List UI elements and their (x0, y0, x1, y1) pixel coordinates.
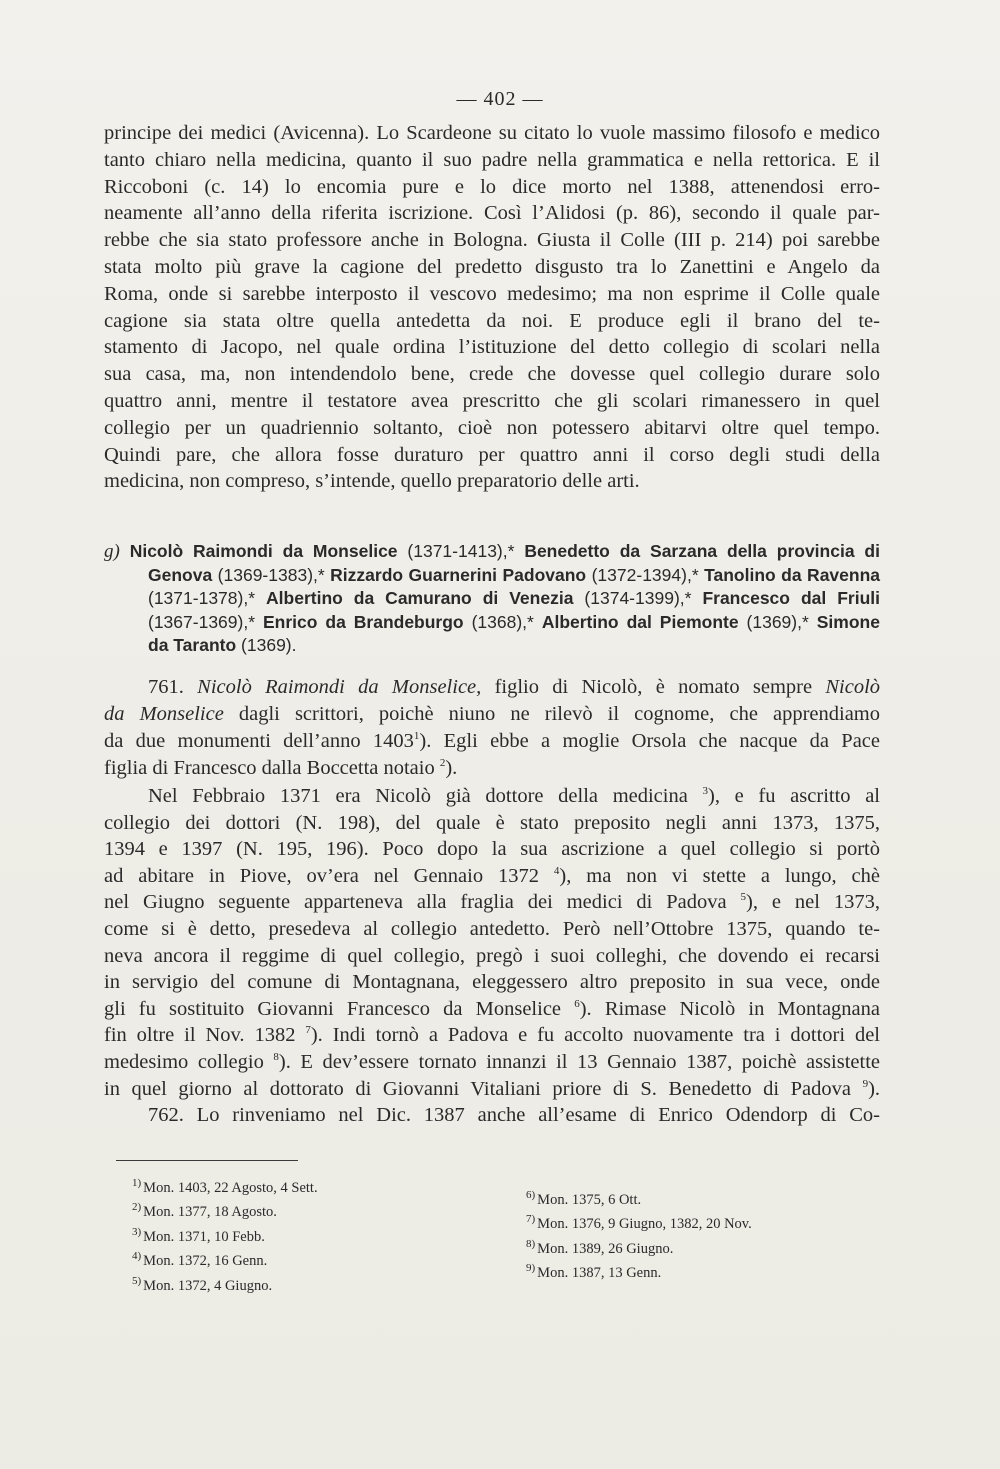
text-line: sua casa, ma, non intendendolo bene, crede che dovesse quel collegio durare solo (104, 363, 880, 386)
text-span: collegio dei dottori (N. 198), del quale è stato preposito negli anni 1373, 1375, (104, 811, 880, 834)
text-line: principe dei medici (Avicenna). Lo Scardeone su citato lo vuole massimo filosofo e medico (104, 122, 880, 144)
text-span: ). Rimase Nicolò in Montagnana (579, 997, 881, 1020)
text-line: quattro anni, mentre il testatore avea prescritto che gli scolari rimanessero in quel (104, 389, 880, 412)
footnote-number: 2) (132, 1201, 142, 1214)
paragraph-nel-febbraio (104, 783, 880, 1129)
footnote-text: Mon. 1376, 9 Giugno, 1382, 20 Nov. (537, 1216, 752, 1233)
footnote (526, 1235, 866, 1259)
footnote (526, 1259, 866, 1283)
text-span: ad abitare in Piove, ov’era nel Gennaio 1372 (104, 864, 539, 887)
footnote-number: 1) (132, 1177, 142, 1189)
footnote-number: 4) (132, 1250, 142, 1263)
section-g-line (104, 611, 880, 635)
text-span: 762. Lo rinveniamo nel Dic. 1387 anche all’esame di Enrico Odendorp di Co- (148, 1104, 880, 1127)
section-g-line (104, 634, 880, 658)
person-name-italic: da Monselice (104, 702, 224, 725)
footnote-number: 7) (526, 1213, 536, 1226)
paragraph-number: 761. (148, 676, 184, 698)
footnote-ref: 4 (553, 864, 560, 877)
person-name: Francesco dal Friuli (702, 588, 880, 609)
section-g-line (104, 564, 880, 588)
text-span: ). (445, 756, 458, 779)
footnote (132, 1174, 462, 1198)
text-line (104, 996, 880, 1023)
footnotes-right-column (526, 1186, 866, 1284)
text-line (104, 1102, 880, 1129)
footnote-text: Mon. 1371, 10 Febb. (143, 1228, 265, 1245)
section-g-line (104, 587, 880, 611)
text-line (104, 701, 880, 728)
footnote-number: 9) (526, 1262, 536, 1275)
footnote-ref: 8 (273, 1051, 279, 1064)
text-span: come si è detto, presedeva al collegio antedetto. Però nell’Ottobre 1375, quando te- (104, 917, 880, 940)
text-span: ), ma non vi stette a lungo, chè (559, 864, 880, 887)
footnote-text: Mon. 1389, 26 Giugno. (537, 1240, 674, 1257)
person-name: Rizzardo Guarnerini Padovano (330, 564, 587, 585)
text-line (104, 969, 880, 996)
text-line (104, 889, 880, 916)
text-line: Quindi pare, che allora fosse duraturo per quattro anni il corso degli studi della (104, 443, 880, 466)
text-line: Roma, onde si sarebbe interposto il vescovo medesimo; ma non esprime il Colle quale (104, 282, 880, 305)
text-span: ). (868, 1077, 881, 1100)
footnote-text: Mon. 1403, 22 Agosto, 4 Sett. (143, 1179, 318, 1196)
text-line (104, 943, 880, 970)
text-line (104, 810, 880, 837)
text-span: ), e fu ascritto al (708, 785, 881, 807)
footnote-ref: 6 (574, 997, 580, 1010)
text-line: medicina, non compreso, s’intende, quello preparatorio delle arti. (104, 470, 640, 493)
text-line (104, 728, 880, 755)
text-line (104, 755, 880, 782)
text-span: 1394 e 1397 (N. 195, 196). Poco dopo la sua ascrizione a quel collegio si portò (104, 838, 880, 861)
text-line: rebbe che sia stato professore anche in Bologna. Giusta il Colle (III p. 214) poi sarebbe (104, 229, 880, 252)
footnote-text: Mon. 1372, 16 Genn. (143, 1253, 268, 1270)
footnote-ref: 2 (439, 756, 446, 769)
person-name: Simone (816, 611, 880, 632)
text-line: stata molto più grave la cagione del predetto disgusto tra lo Zanettini e Angelo da (104, 255, 880, 278)
footnote-ref: 9 (862, 1077, 869, 1090)
text-span: fin oltre il Nov. 1382 (104, 1024, 296, 1047)
text-span: medesimo collegio (104, 1050, 264, 1073)
text-span: figlio di Nicolò, è nomato sempre (494, 676, 813, 698)
person-dates: (1371-1413),* (407, 541, 515, 561)
footnote-divider (116, 1160, 298, 1161)
person-dates: (1367-1369),* (148, 611, 256, 632)
footnote (132, 1198, 462, 1222)
text-span: ), e nel 1373, (746, 891, 880, 914)
text-span: ). Indi tornò a Padova e fu accolto nuovamente tra i dottori del (310, 1024, 880, 1047)
page-number: — 402 — (456, 88, 544, 110)
text-span: gli fu sostituito Giovanni Francesco da Monselice (104, 997, 562, 1020)
person-dates: (1371-1378),* (148, 588, 256, 609)
person-name-italic: Nicolò (825, 676, 881, 698)
text-span: dagli scrittori, poichè niuno ne rilevò il cognome, che apprendiamo (238, 702, 880, 725)
footnotes-left-column (132, 1174, 462, 1296)
footnote-text: Mon. 1387, 13 Genn. (537, 1265, 662, 1282)
footnote-text: Mon. 1375, 6 Ott. (537, 1191, 642, 1208)
text-line (104, 916, 880, 943)
text-span: in quel giorno al dottorato di Giovanni Vitaliani priore di S. Benedetto di Padova (104, 1077, 851, 1100)
footnote-ref: 1 (413, 729, 420, 742)
text-line (104, 1022, 880, 1049)
person-name: Genova (148, 564, 213, 585)
footnote (132, 1272, 462, 1296)
person-name: Albertino dal Piemonte (541, 611, 739, 632)
text-line (104, 783, 880, 810)
footnote-ref: 3 (702, 785, 709, 798)
person-dates: (1369),* (746, 611, 809, 632)
text-line (104, 1049, 880, 1076)
person-dates: (1368),* (471, 611, 534, 632)
person-name: Tanolino da Ravenna (704, 564, 880, 585)
footnote-ref: 5 (740, 891, 747, 904)
section-g-line (104, 540, 880, 564)
person-dates: (1374-1399),* (584, 588, 692, 609)
footnote (526, 1186, 866, 1210)
text-span: figlia di Francesco dalla Boccetta notaio (104, 756, 435, 779)
footnote-text: Mon. 1377, 18 Agosto. (143, 1204, 277, 1221)
person-name: da Taranto (148, 635, 237, 656)
text-line (104, 863, 880, 890)
footnote-number: 8) (526, 1237, 536, 1250)
person-dates: (1369-1383),* (217, 564, 325, 585)
paragraph-761 (104, 674, 880, 782)
text-line (104, 674, 880, 701)
text-span: ). Egli ebbe a moglie Orsola che nacque da Pace (419, 729, 880, 752)
text-line: neamente all’anno della riferita iscrizione. Così l’Alidosi (p. 86), secondo il quale par- (104, 202, 880, 225)
footnote-ref: 7 (305, 1024, 311, 1037)
text-span: Nel Febbraio 1371 era Nicolò già dottore della medicina (148, 785, 688, 807)
text-span: da due monumenti dell’anno 1403 (104, 729, 414, 752)
footnote (526, 1210, 866, 1234)
text-span: nel Giugno seguente apparteneva alla fraglia dei medici di Padova (104, 891, 727, 914)
footnote (132, 1223, 462, 1247)
text-line: collegio per un quadriennio soltanto, cioè non potessero abitarvi oltre quel tempo. (104, 416, 880, 439)
person-name: Albertino da Camurano di Venezia (266, 588, 574, 609)
section-label: g) (104, 541, 120, 562)
person-name: Benedetto da Sarzana della provincia di (524, 541, 880, 561)
text-line: Riccoboni (c. 14) lo encomia pure e lo dice morto nel 1388, attenendosi erro- (104, 175, 880, 198)
person-name: Nicolò Raimondi da Monselice (129, 541, 398, 561)
person-name-italic: Nicolò Raimondi da Monselice, (197, 676, 482, 698)
text-line (104, 1076, 880, 1103)
text-line: tanto chiaro nella medicina, quanto il suo padre nella grammatica e nella rettorica. E il (104, 148, 880, 171)
footnote (132, 1247, 462, 1271)
text-span: neva ancora il reggime di quel collegio, pregò i suoi colleghi, che dovendo ei recarsi (104, 944, 880, 967)
person-dates: (1369). (241, 635, 297, 656)
person-dates: (1372-1394),* (591, 564, 699, 585)
section-g-names (104, 540, 880, 658)
person-name: Enrico da Brandeburgo (262, 611, 464, 632)
text-line: stamento di Jacopo, nel quale ordina l’istituzione del detto collegio di scolari nella (104, 336, 880, 359)
top-paragraph (104, 120, 880, 495)
text-line (104, 836, 880, 863)
footnote-number: 3) (132, 1225, 142, 1238)
text-span: ). E dev’essere tornato innanzi il 13 Gennaio 1387, poichè assistette (278, 1050, 880, 1073)
footnote-text: Mon. 1372, 4 Giugno. (143, 1277, 273, 1294)
footnote-number: 5) (132, 1274, 142, 1287)
footnote-number: 6) (526, 1189, 536, 1201)
text-line: cagione sia stata oltre quella antedetta da noi. E produce egli il brano del te- (104, 309, 880, 332)
text-span: in servigio del comune di Montagnana, eleggessero altro preposito in sua vece, onde (104, 971, 880, 994)
